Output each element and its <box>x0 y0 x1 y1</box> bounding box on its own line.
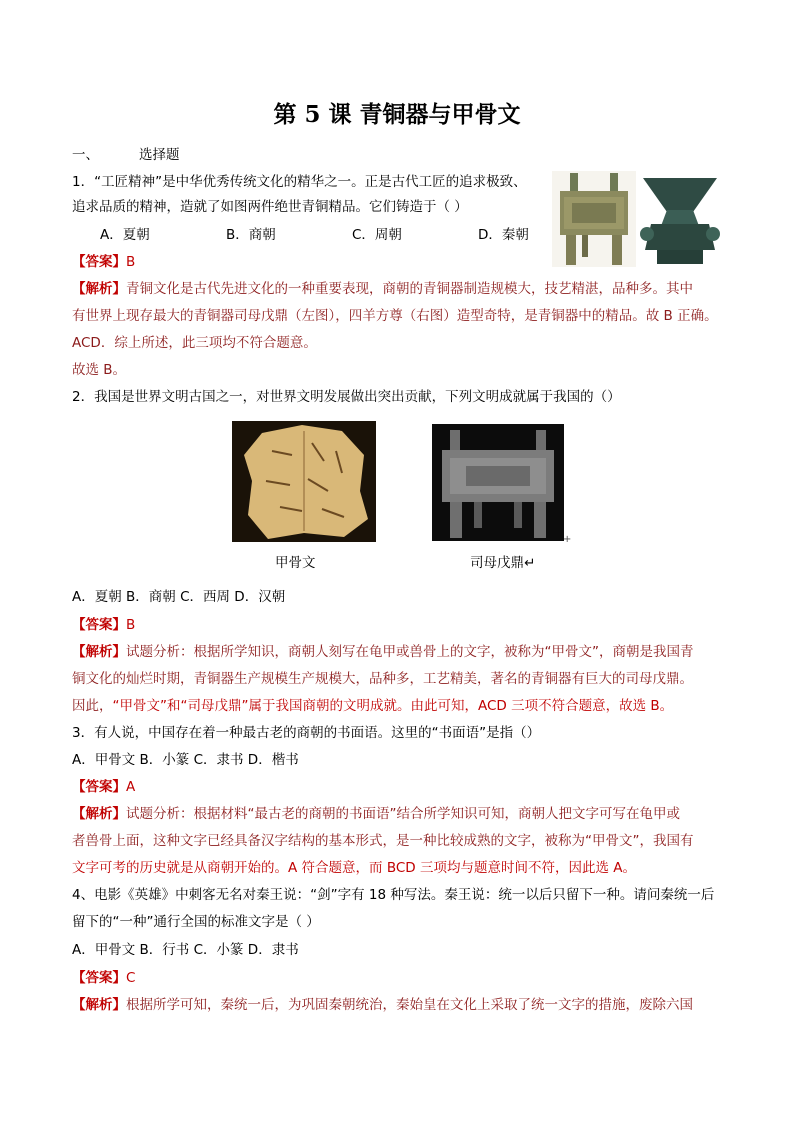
q1-analysis-line2: 有世界上现存最大的青铜器司母戊鼎（左图），四羊方尊（右图）造型奇特，是青铜器中的精品。故 B 正确。 <box>72 308 718 324</box>
analysis-tag: 【解析】 <box>72 281 126 297</box>
analysis-tag: 【解析】 <box>72 806 126 822</box>
q1-option-a: A．夏朝 <box>100 227 150 243</box>
analysis-tag: 【解析】 <box>72 997 126 1013</box>
page-title: 第 5 课 青铜器与甲骨文 <box>273 101 521 128</box>
caption-simuwu-ding: 司母戊鼎↵ <box>470 555 536 571</box>
q1-answer <box>72 253 135 271</box>
answer-value: C <box>126 970 136 986</box>
q2-analysis-line3: 因此，“甲骨文”和“司母戊鼎”属于我国商朝的文明成就。由此可知，ACD 三项不符合题意，故选 B。 <box>72 698 674 714</box>
q2-analysis-line1: 【解析】试题分析：根据所学知识，商朝人刻写在龟甲或兽骨上的文字，被称为“甲骨文”，商朝是我国青 <box>72 644 694 660</box>
q1-stem-line2: 追求品质的精神，造就了如图两件绝世青铜精品。它们铸造于（ ） <box>72 199 468 215</box>
answer-tag: 【答案】 <box>72 617 126 633</box>
q3-options: A．甲骨文 B．小篆 C．隶书 D．楷书 <box>72 752 299 768</box>
q1-analysis-line3: ACD．综上所述，此三项均不符合题意。 <box>72 335 317 351</box>
q2-stem: 2．我国是世界文明古国之一，对世界文明发展做出突出贡献，下列文明成就属于我国的（） <box>72 389 621 405</box>
q1-option-c: C．周朝 <box>352 227 402 243</box>
answer-value: B <box>126 254 136 270</box>
q1-option-b: B．商朝 <box>226 227 276 243</box>
q1-options <box>100 226 529 244</box>
q3-analysis-line2: 者兽骨上面，这种文字已经具备汉字结构的基本形式，是一种比较成熟的文字，被称为“甲骨文”，我国有 <box>72 833 694 849</box>
caption-oracle-bone: 甲骨文 <box>275 555 316 571</box>
q4-stem-line2: 留下的“一种”通行全国的标准文字是（ ） <box>72 914 320 930</box>
section-number: 一、 <box>72 147 99 163</box>
anchor-mark: + <box>563 534 572 545</box>
answer-value: B <box>126 617 136 633</box>
q4-stem-line1: 4、电影《英雄》中刺客无名对秦王说：“剑”字有 18 种写法。秦王说：统一以后只留下一种。请问秦统一后 <box>72 887 715 903</box>
q2-answer <box>72 616 135 634</box>
answer-tag: 【答案】 <box>72 254 126 270</box>
q1-analysis-line1: 【解析】青铜文化是古代先进文化的一种重要表现，商朝的青铜器制造规模大，技艺精湛，品种多。其中 <box>72 281 693 297</box>
four-ram-zun-image <box>637 174 723 266</box>
simuwu-ding-image <box>432 424 564 541</box>
q4-analysis-line1: 【解析】根据所学可知，秦统一后，为巩固秦朝统治，秦始皇在文化上采取了统一文字的措施，废除六国 <box>72 997 693 1013</box>
q3-analysis-line3: 文字可考的历史就是从商朝开始的。A 符合题意，而 BCD 三项均与题意时间不符，因此选 A。 <box>72 860 636 876</box>
q3-analysis-line1: 【解析】试题分析：根据材料“最古老的商朝的书面语”结合所学知识可知，商朝人把文字可写在龟甲或 <box>72 806 680 822</box>
analysis-tag: 【解析】 <box>72 644 126 660</box>
q2-analysis-line2: 铜文化的灿烂时期，青铜器生产规模生产规模大，品种多，工艺精美，著名的青铜器有巨大的司母戊鼎。 <box>72 671 693 687</box>
q1-option-d: D．秦朝 <box>478 227 529 243</box>
q3-answer <box>72 778 135 796</box>
oracle-bone-image <box>232 421 376 542</box>
answer-value: A <box>126 779 136 795</box>
q1-stem-line1: 1．“工匠精神”是中华优秀传统文化的精华之一。正是古代工匠的追求极致、 <box>72 174 527 190</box>
section-heading <box>72 146 180 164</box>
q3-stem: 3．有人说，中国存在着一种最古老的商朝的书面语。这里的“书面语”是指（） <box>72 725 541 741</box>
section-label: 选择题 <box>139 147 180 163</box>
bronze-ding-image <box>552 171 636 267</box>
q2-options: A．夏朝 B．商朝 C．西周 D．汉朝 <box>72 589 286 605</box>
q4-answer <box>72 969 135 987</box>
q4-options: A．甲骨文 B．行书 C．小篆 D．隶书 <box>72 942 299 958</box>
answer-tag: 【答案】 <box>72 779 126 795</box>
answer-tag: 【答案】 <box>72 970 126 986</box>
q1-analysis-line4: 故选 B。 <box>72 362 127 378</box>
